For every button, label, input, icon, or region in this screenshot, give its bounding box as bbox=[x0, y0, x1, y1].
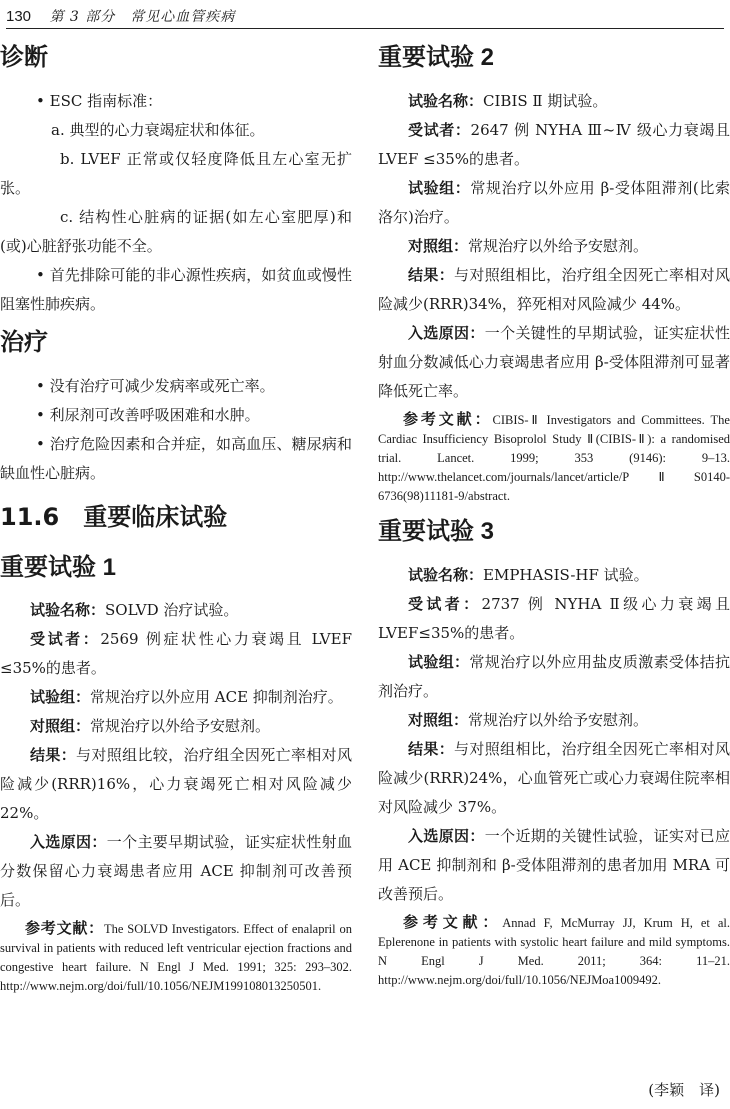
diag-item: a. 典型的心力衰竭症状和体征。 bbox=[51, 120, 265, 139]
trial3-result: 结果：与对照组相比，治疗组全因死亡率相对风险减少(RRR)24%，心血管死亡或心力衰竭住院率相对风险减少 37%。 bbox=[378, 739, 730, 816]
trial3-reference: 参考文献：Annad F, McMurray JJ, Krum H, et al. Eplerenone in patients with systolic heart failure and mild symptoms. N Engl J Med. 2011; 364: 11–21. http://www.nejm.org/doi/full/10.1056/NEJMoa1009492. bbox=[378, 912, 730, 987]
trial2-heading: 重要试验 2 bbox=[378, 44, 495, 71]
trial1-reference: 参考文献：The SOLVD Investigators. Effect of enalapril on survival in patients with reduced left ventricular ejection fractions and congestive heart failure. N Engl J Med. 1991; 325: 293–302. http://www.nejm.org/doi/full/10.1056/NEJM199108013250501. bbox=[0, 919, 352, 994]
trial3-subjects: 受试者：2737 例 NYHA Ⅱ级心力衰竭且 LVEF≤35%的患者。 bbox=[378, 594, 730, 642]
treat-item: • 没有治疗可减少发病率或死亡率。 bbox=[36, 376, 275, 395]
treatment-heading: 治疗 bbox=[0, 328, 48, 356]
section-title: 第 3 部分 常见心血管疾病 bbox=[49, 9, 236, 25]
trial1-result: 结果：与对照组比较，治疗组全因死亡率相对风险减少(RRR)16%，心力衰竭死亡相对风险减少 22%。 bbox=[0, 746, 352, 823]
trial1-control: 对照组：常规治疗以外给予安慰剂。 bbox=[30, 717, 271, 736]
trial1-group: 试验组：常规治疗以外应用 ACE 抑制剂治疗。 bbox=[30, 688, 343, 707]
trial2-reason: 入选原因：一个关键性的早期试验，证实症状性射血分数减低心力衰竭患者应用 β-受体阻滞剂可显著降低死亡率。 bbox=[378, 323, 730, 400]
trial2-result: 结果：与对照组相比，治疗组全因死亡率相对风险减少(RRR)34%，猝死相对风险减少 44%。 bbox=[378, 265, 730, 313]
trial2-group: 试验组：常规治疗以外应用 β-受体阻滞剂(比索洛尔)治疗。 bbox=[378, 178, 730, 226]
treat-item: • 利尿剂可改善呼吸困难和水肿。 bbox=[36, 405, 260, 424]
trial3-control: 对照组：常规治疗以外给予安慰剂。 bbox=[408, 710, 649, 729]
trial2-name: 试验名称：CIBIS Ⅱ 期试验。 bbox=[408, 91, 608, 110]
diag-item: c. 结构性心脏病的证据(如左心室肥厚)和(或)心脏舒张功能不全。 bbox=[0, 207, 352, 255]
trial3-group: 试验组：常规治疗以外应用盐皮质激素受体拮抗剂治疗。 bbox=[378, 652, 730, 700]
trial1-reason: 入选原因：一个主要早期试验，证实症状性射血分数保留心力衰竭患者应用 ACE 抑制剂可改善预后。 bbox=[0, 833, 352, 910]
trial3-reason: 入选原因：一个近期的关键性试验，证实对已应用 ACE 抑制剂和 β-受体阻滞剂的患者加用 MRA 可改善预后。 bbox=[378, 826, 730, 903]
trial2-reference: 参考文献：CIBIS-Ⅱ Investigators and Committees. The Cardiac Insufficiency Bisoprolol Study Ⅱ(CIBIS-Ⅱ): a randomised trial. Lancet. 1999; 353 (9146): 9–13. http://www.thelancet.com/journals/lancet/article/PⅡS0140-6736(98)11181-9/abstract. bbox=[378, 409, 730, 503]
right-column bbox=[378, 44, 730, 990]
trial1-name: 试验名称：SOLVD 治疗试验。 bbox=[30, 601, 239, 620]
trial3-heading: 重要试验 3 bbox=[378, 517, 495, 545]
translator-credit: (李颖 译) bbox=[648, 1081, 720, 1099]
trial1-heading: 重要试验 1 bbox=[0, 553, 117, 581]
left-column bbox=[0, 44, 352, 996]
trial3-name: 试验名称：EMPHASIS-HF 试验。 bbox=[408, 565, 649, 584]
trial2-control: 对照组：常规治疗以外给予安慰剂。 bbox=[408, 236, 649, 255]
diag-item: b. LVEF 正常或仅轻度降低且左心室无扩张。 bbox=[0, 149, 352, 197]
page-number: 130 bbox=[6, 8, 32, 25]
trial2-subjects: 受试者：2647 例 NYHA Ⅲ~Ⅳ 级心力衰竭且 LVEF ≤35%的患者。 bbox=[378, 120, 730, 168]
treat-item: • 治疗危险因素和合并症，如高血压、糖尿病和缺血性心脏病。 bbox=[0, 434, 352, 482]
running-header bbox=[6, 6, 724, 29]
diag-item: • 首先排除可能的非心源性疾病，如贫血或慢性阻塞性肺疾病。 bbox=[0, 265, 352, 313]
trial1-subjects: 受试者：2569 例症状性心力衰竭且 LVEF ≤35%的患者。 bbox=[0, 630, 352, 678]
diag-item: • ESC 指南标准： bbox=[36, 91, 163, 110]
diagnosis-heading: 诊断 bbox=[0, 44, 48, 71]
section-heading: 11.6 重要临床试验 bbox=[0, 502, 228, 531]
